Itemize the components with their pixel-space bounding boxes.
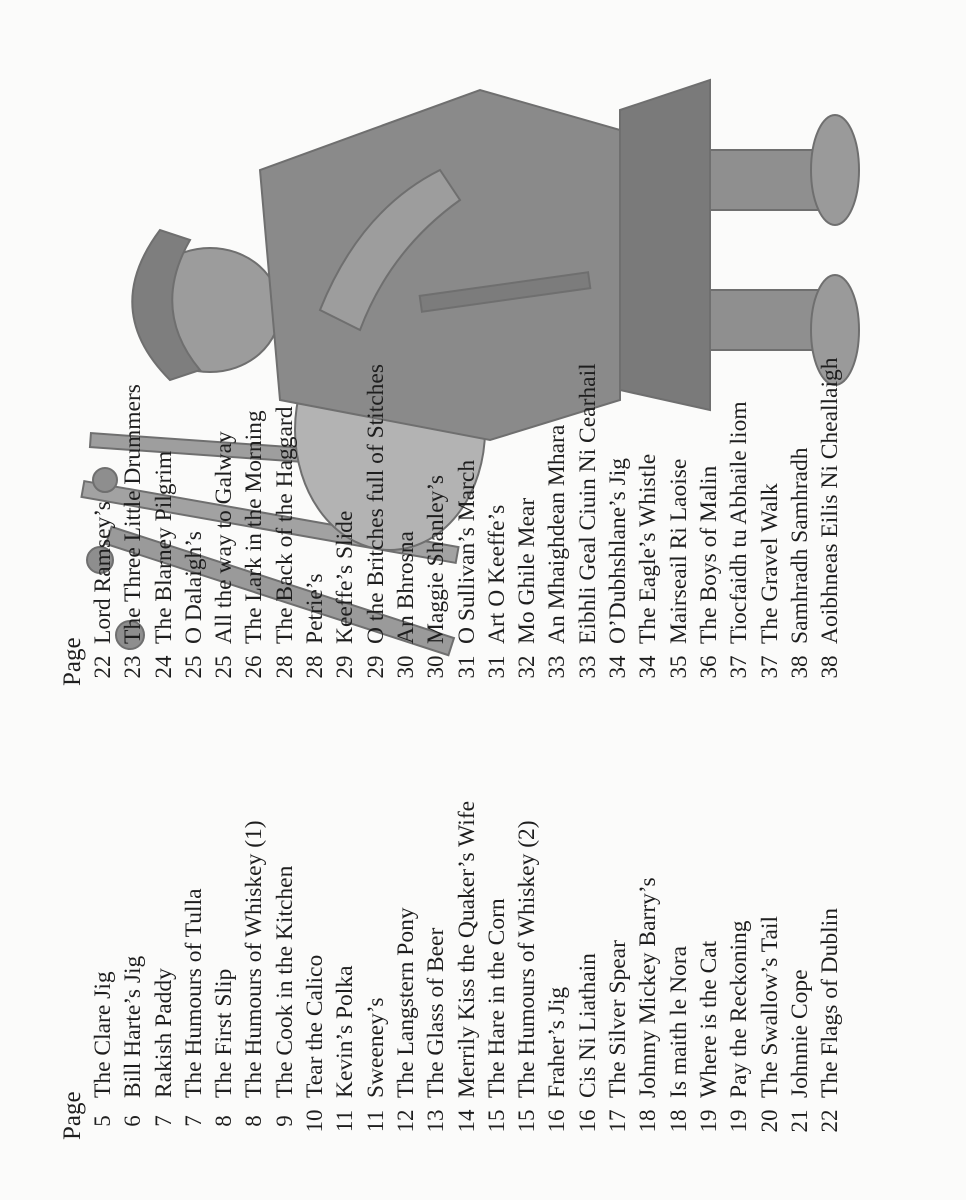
- index-row: [724, 920, 754, 1140]
- index-row: [482, 504, 512, 686]
- tune-title: An Bhrosna: [392, 531, 419, 644]
- index-row: [512, 820, 542, 1140]
- tune-title: Cis Ni Liathain: [574, 953, 601, 1098]
- tune-title: All the way to Galway: [211, 431, 238, 644]
- tune-title: The First Slip: [211, 968, 238, 1098]
- tune-title: O’Dubhshlane’s Jig: [605, 457, 632, 644]
- index-row: [664, 458, 694, 686]
- tune-title: O Dalaigh’s: [180, 531, 207, 644]
- page-number: 15: [483, 1109, 509, 1133]
- index-row: [785, 447, 815, 686]
- index-row: [149, 968, 179, 1140]
- index-column-right: [58, 357, 845, 686]
- tune-title: Fraher’s Jig: [544, 986, 571, 1098]
- page-header-right: Page: [59, 637, 86, 686]
- tune-title: Tiocfaidh tu Abhaile liom: [726, 401, 753, 644]
- tune-title: The Langstern Pony: [392, 907, 419, 1098]
- tune-title: Is maith le Nora: [665, 945, 692, 1098]
- index-row: [815, 357, 845, 686]
- page-number: 8: [241, 1115, 267, 1127]
- tune-title: The Eagle’s Whistle: [635, 453, 662, 644]
- page-number: 13: [423, 1109, 449, 1133]
- page-number: 11: [362, 1109, 388, 1133]
- index-row: [694, 940, 724, 1140]
- page-number: 32: [514, 655, 540, 679]
- page-number: 28: [271, 655, 297, 679]
- index-row: [603, 457, 633, 686]
- index-row: [300, 954, 330, 1140]
- tune-title: The Humours of Whiskey (2): [514, 820, 541, 1098]
- tune-title: Where is the Cat: [695, 940, 722, 1098]
- index-row: [724, 401, 754, 686]
- index-row: [179, 888, 209, 1140]
- page-number: 24: [150, 655, 176, 679]
- page-number: 28: [302, 655, 328, 679]
- tune-title: The Glass of Beer: [423, 927, 450, 1098]
- index-row: [361, 997, 391, 1140]
- tune-title: The Lark in the Morning: [241, 410, 268, 644]
- index-row: [633, 453, 663, 686]
- page-number: 38: [786, 655, 812, 679]
- page-number: 20: [756, 1109, 782, 1133]
- index-row: [270, 406, 300, 686]
- tune-title: Eibhli Geal Ciuin Ni Cearhail: [574, 363, 601, 644]
- page-number: 15: [514, 1109, 540, 1133]
- page-number: 18: [635, 1109, 661, 1133]
- page-number: 10: [302, 1109, 328, 1133]
- page-number: 29: [362, 655, 388, 679]
- tune-title: Sweeney’s: [362, 997, 389, 1098]
- page-number: 18: [665, 1109, 691, 1133]
- page-number: 19: [726, 1109, 752, 1133]
- tune-title: Keeffe’s Slide: [332, 510, 359, 644]
- page-number: 9: [271, 1115, 297, 1127]
- tune-title: Lord Ramsey’s: [90, 501, 116, 644]
- index-row: [270, 865, 300, 1140]
- tune-title: Rakish Paddy: [150, 968, 177, 1098]
- page-number: 21: [786, 1109, 812, 1133]
- index-row: [785, 969, 815, 1140]
- page-number: 29: [332, 655, 358, 679]
- index-row: [603, 940, 633, 1140]
- page-header-left: Page: [59, 1091, 86, 1140]
- page-number: 5: [90, 1115, 115, 1127]
- page-number: 31: [483, 655, 509, 679]
- page-number: 17: [605, 1109, 631, 1133]
- index-row: [361, 364, 391, 686]
- page-number: 38: [817, 655, 843, 679]
- tune-title: An Mhaighdean Mhara: [544, 424, 571, 644]
- page-number: 37: [756, 655, 782, 679]
- index-row: [542, 986, 572, 1140]
- index-row: [330, 510, 360, 686]
- page-number: 34: [605, 655, 631, 679]
- index-row: [118, 955, 148, 1140]
- index-row: [815, 908, 845, 1140]
- index-row: [694, 465, 724, 686]
- page-number: 11: [332, 1109, 358, 1133]
- tune-title: Tear the Calico: [302, 954, 329, 1098]
- page-number: 30: [423, 655, 449, 679]
- index-row: [118, 384, 148, 686]
- page-number: 33: [544, 655, 570, 679]
- page-number: 31: [453, 655, 479, 679]
- index-row: [664, 945, 694, 1140]
- tune-title: The Humours of Tulla: [180, 888, 207, 1098]
- index-row: [330, 965, 360, 1140]
- index-row: [542, 424, 572, 686]
- index-row: [421, 474, 451, 686]
- index-row: [300, 573, 330, 686]
- index-row: [88, 501, 118, 686]
- page-number: 35: [665, 655, 691, 679]
- index-row: [88, 971, 118, 1140]
- index-row: [633, 877, 663, 1140]
- page-number: 23: [120, 655, 146, 679]
- tune-title: The Silver Spear: [605, 940, 632, 1098]
- tune-title: Mo Ghile Mear: [514, 497, 541, 644]
- index-row: [149, 450, 179, 686]
- tune-title: Johnny Mickey Barry’s: [635, 877, 662, 1098]
- tune-title: Johnnie Cope: [786, 969, 813, 1098]
- index-row: [421, 927, 451, 1140]
- page-number: 25: [180, 655, 206, 679]
- tune-title: The Gravel Walk: [756, 483, 783, 644]
- tune-title: O Sullivan’s March: [453, 459, 480, 644]
- tune-title: Petrie’s: [302, 573, 329, 644]
- tune-title: The Clare Jig: [90, 971, 116, 1098]
- index-row: [755, 483, 785, 686]
- index-list-left: [88, 800, 845, 1140]
- index-row: [391, 907, 421, 1140]
- tune-title: The Three Little Drummers: [120, 384, 147, 644]
- page-number: 36: [695, 655, 721, 679]
- index-row: [755, 916, 785, 1140]
- tune-title: Kevin’s Polka: [332, 965, 359, 1098]
- index-row: [452, 459, 482, 686]
- page-number: 26: [241, 655, 267, 679]
- index-row: [452, 800, 482, 1140]
- index-column-left: [58, 800, 845, 1140]
- page-number: 22: [817, 1109, 843, 1133]
- page-number: 7: [180, 1115, 206, 1127]
- tune-title: The Swallow’s Tail: [756, 916, 783, 1098]
- tune-title: The Back of the Haggard: [271, 406, 298, 644]
- page-number: 6: [120, 1115, 146, 1127]
- page-number: 16: [574, 1109, 600, 1133]
- tune-title: Mairseail Ri Laoise: [665, 458, 692, 644]
- tune-title: Samhradh Samhradh: [786, 447, 813, 644]
- index-row: [391, 531, 421, 686]
- page-number: 30: [392, 655, 418, 679]
- tune-title: Pay the Reckoning: [726, 920, 753, 1098]
- tune-title: Bill Harte’s Jig: [120, 955, 147, 1098]
- tune-title: Merrily Kiss the Quaker’s Wife: [453, 800, 480, 1098]
- index-list-right: [88, 357, 845, 686]
- page-number: 12: [392, 1109, 418, 1133]
- page-number: 19: [695, 1109, 721, 1133]
- page-number: 34: [635, 655, 661, 679]
- tune-title: O the Britches full of Stitches: [362, 364, 389, 644]
- tune-title: Maggie Shanley’s: [423, 474, 450, 644]
- index-row: [239, 410, 269, 686]
- tune-title: The Hare in the Corn: [483, 898, 510, 1098]
- index-row: [482, 898, 512, 1140]
- tune-title: The Humours of Whiskey (1): [241, 820, 268, 1098]
- tune-title: Aoibhneas Eilis Ni Cheallaigh: [817, 357, 844, 644]
- tune-title: The Boys of Malin: [695, 465, 722, 644]
- page-number: 33: [574, 655, 600, 679]
- page-number: 7: [150, 1115, 176, 1127]
- index-row: [512, 497, 542, 686]
- page-number: 25: [211, 655, 237, 679]
- page-number: 22: [90, 655, 115, 679]
- index-row: [573, 953, 603, 1140]
- index-row: [573, 363, 603, 686]
- tune-title: The Blarney Pilgrim: [150, 450, 177, 644]
- tune-title: The Flags of Dublin: [817, 908, 844, 1098]
- index-row: [209, 968, 239, 1140]
- index-row: [209, 431, 239, 686]
- index-row: [179, 531, 209, 686]
- index-row: [239, 820, 269, 1140]
- page-number: 8: [211, 1115, 237, 1127]
- page-number: 16: [544, 1109, 570, 1133]
- page-number: 14: [453, 1109, 479, 1133]
- page-number: 37: [726, 655, 752, 679]
- tune-title: The Cook in the Kitchen: [271, 865, 298, 1098]
- tune-title: Art O Keeffe’s: [483, 504, 510, 644]
